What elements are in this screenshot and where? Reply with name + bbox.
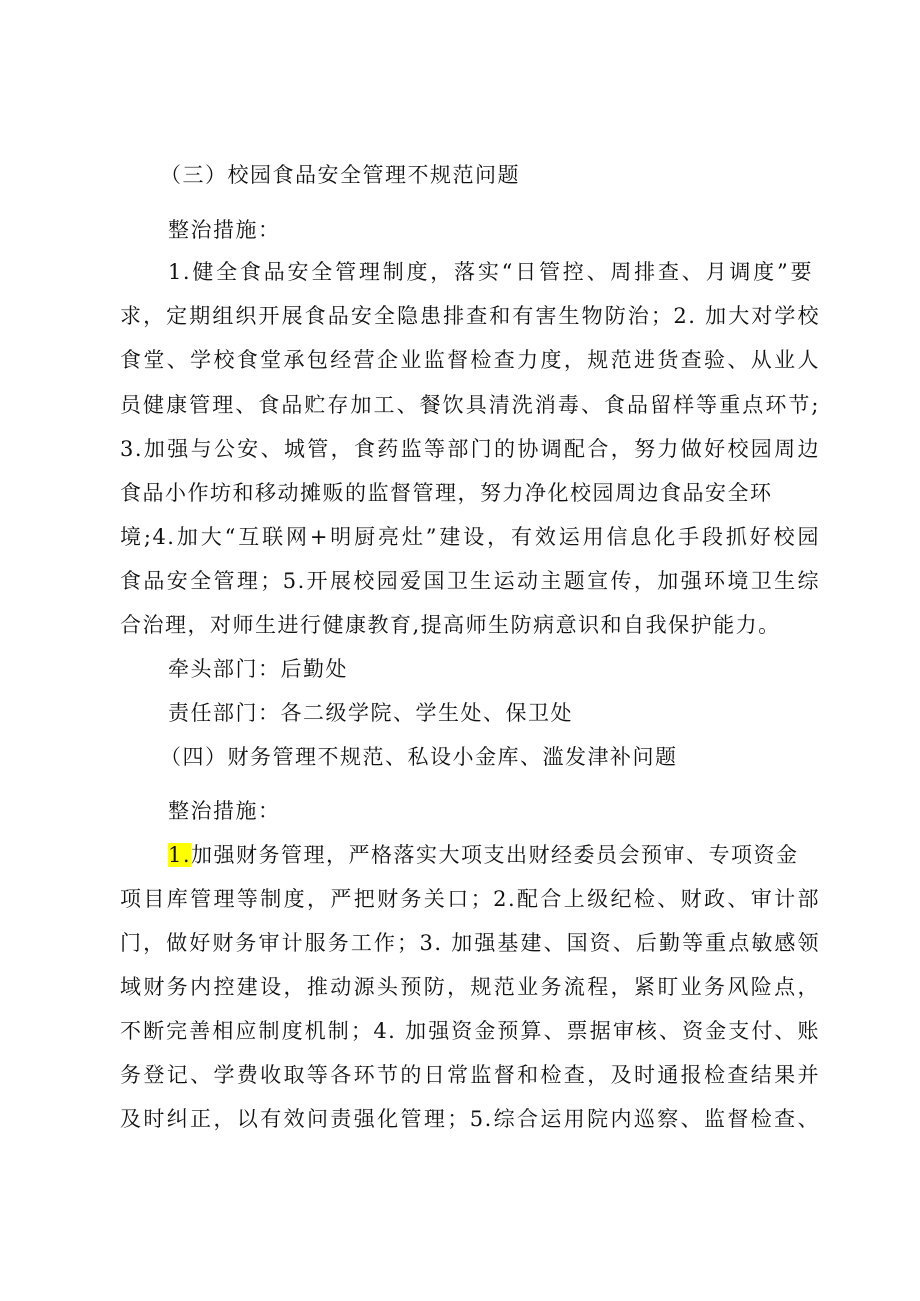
section-4-line-2: 项目库管理等制度，严把财务关口；2.配合上级纪检、财政、审计部 [120,887,820,911]
section-3-line-3: 食堂、学校食堂承包经营企业监督检查力度，规范进货查验、从业人 [120,348,820,372]
section-4-line-6: 务登记、学费收取等各环节的日常监督和检查，及时通报检查结果并 [120,1063,820,1087]
section-4-line-1 [168,840,818,870]
section-3-line-5: 3.加强与公安、城管，食药监等部门的协调配合，努力做好校园周边 [120,437,820,461]
section-3-line-8: 食品安全管理；5.开展校园爱国卫生运动主题宣传，加强环境卫生综 [120,569,820,593]
section-4-measures-label: 整治措施： [168,799,281,823]
responsible-departments: 责任部门：各二级学院、学生处、保卫处 [168,701,573,725]
section-3-measures-label: 整治措施： [168,218,281,242]
section-3-line-1: 1.健全食品安全管理制度，落实“日管控、周排查、月调度”要 [168,260,813,284]
section-3-line-2: 求，定期组织开展食品安全隐患排查和有害生物防治；2. 加大对学校 [120,304,820,328]
section-4-line-3: 门，做好财务审计服务工作；3. 加强基建、国资、后勤等重点敏感领 [120,931,820,955]
section-4-line-5: 不断完善相应制度机制；4. 加强资金预算、票据审核、资金支付、账 [120,1019,820,1043]
section-3-line-4: 员健康管理、食品贮存加工、餐饮具清洗消毒、食品留样等重点环节; [120,393,820,417]
section-4-line-7: 及时纠正，以有效问责强化管理；5.综合运用院内巡察、监督检查、 [120,1107,820,1131]
section-4-line-4: 域财务内控建设，推动源头预防，规范业务流程，紧盯业务风险点， [120,975,820,999]
section-4-title: （四）财务管理不规范、私设小金库、滥发津补问题 [160,745,678,769]
section-3-line-7: 境;4.加大“互联网+明厨亮灶”建设，有效运用信息化手段抓好校园 [120,525,820,549]
section-4-line-1-text: 加强财务管理，严格落实大项支出财经委员会预审、专项资金 [191,843,799,867]
section-3-line-9: 合治理，对师生进行健康教育,提高师生防病意识和自我保护能力。 [120,613,781,637]
section-3-title: （三）校园食品安全管理不规范问题 [160,163,520,187]
highlighted-number: 1. [168,843,192,867]
section-3-line-6: 食品小作坊和移动摊贩的监督管理，努力净化校园周边食品安全环 [120,481,773,505]
lead-department: 牵头部门：后勤处 [168,657,348,681]
